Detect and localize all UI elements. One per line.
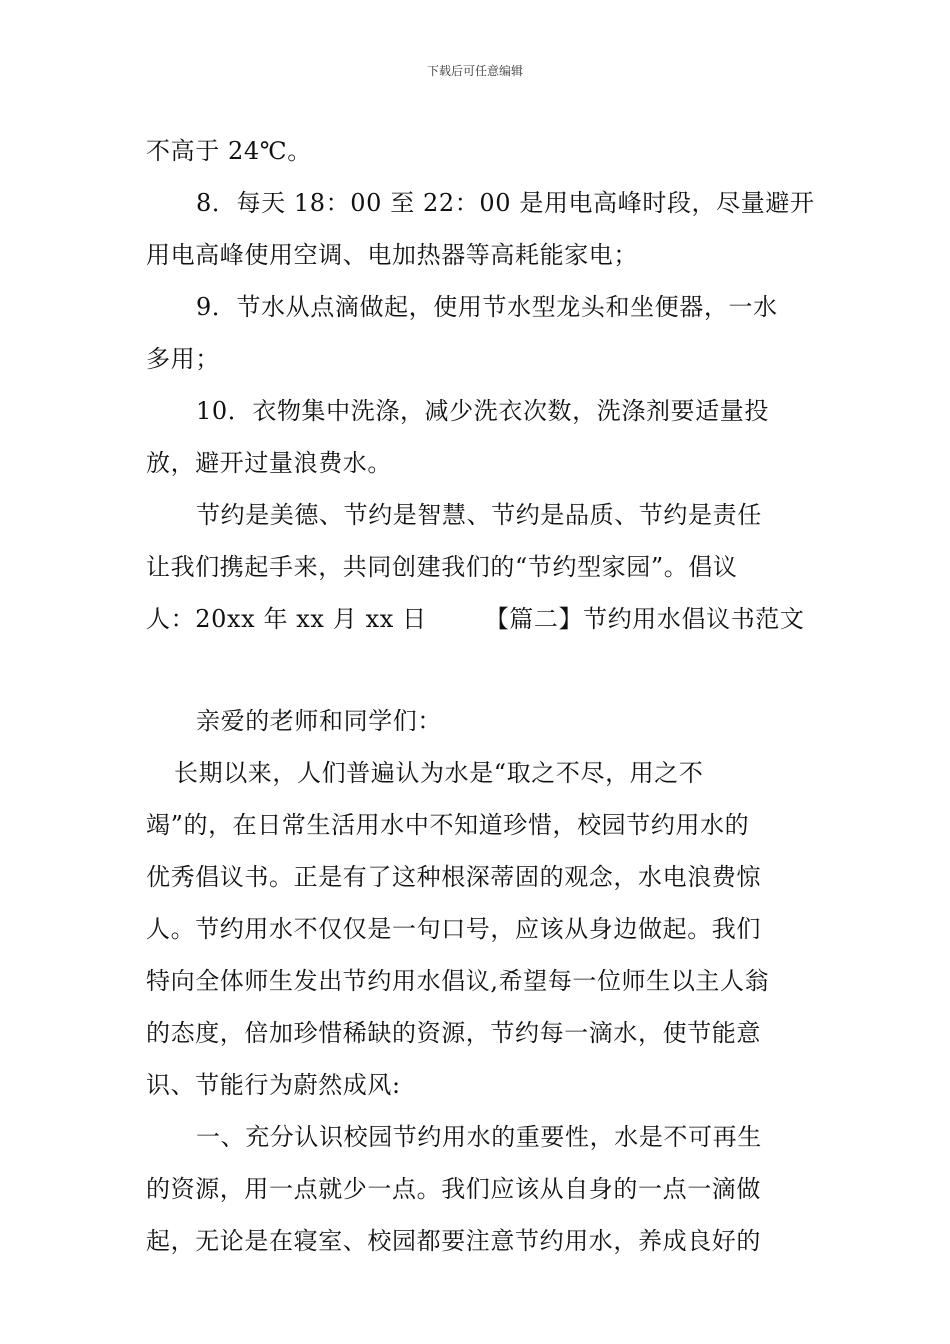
blank-line: [146, 645, 816, 695]
text-line: 起，无论是在寝室、校园都要注意节约用水，养成良好的: [146, 1227, 761, 1255]
text-line: 9．节水从点滴做起，使用节水型龙头和坐便器，一水: [196, 293, 778, 321]
text-line: 10．衣物集中洗涤，减少洗衣次数，洗涤剂要适量投: [196, 397, 769, 425]
document-body: [146, 125, 816, 1267]
text-line: 多用；: [146, 345, 220, 373]
text-line: 的态度，倍加珍惜稀缺的资源，节约每一滴水，使节能意: [146, 1019, 761, 1047]
text-line: [146, 593, 816, 645]
text-line: 特向全体师生发出节约用水倡议,希望每一位师生以主人翁: [146, 967, 770, 995]
text-line: 让我们携起手来，共同创建我们的“节约型家园”。倡议: [146, 553, 738, 581]
section-title: 【篇二】节约用水倡议书范文: [484, 605, 805, 633]
text-line: 识、节能行为蔚然成风:: [146, 1071, 401, 1099]
signature-date: 人：20xx 年 xx 月 xx 日: [146, 605, 427, 633]
text-line: 长期以来，人们普遍认为水是“取之不尽，用之不: [174, 759, 704, 787]
text-line: 一、充分认识校园节约用水的重要性，水是不可再生: [196, 1123, 762, 1151]
text-line: 的资源，用一点就少一点。我们应该从自身的一点一滴做: [146, 1175, 761, 1203]
page-header: 下载后可任意编辑: [426, 64, 523, 78]
text-line: 节约是美德、节约是智慧、节约是品质、节约是责任: [196, 501, 762, 529]
text-line: 不高于 24℃。: [146, 137, 312, 165]
text-line: 竭”的，在日常生活用水中不知道珍惜，校园节约用水的: [146, 811, 750, 839]
text-line: 优秀倡议书。正是有了这种根深蒂固的观念，水电浪费惊: [146, 863, 761, 891]
text-line: 人。节约用水不仅仅是一句口号，应该从身边做起。我们: [146, 915, 761, 943]
salutation: 亲爱的老师和同学们：: [196, 707, 442, 735]
text-line: 用电高峰使用空调、电加热器等高耗能家电；: [146, 241, 638, 269]
text-line: 8．每天 18：00 至 22：00 是用电高峰时段，尽量避开: [196, 189, 815, 217]
text-line: 放，避开过量浪费水。: [146, 449, 392, 477]
